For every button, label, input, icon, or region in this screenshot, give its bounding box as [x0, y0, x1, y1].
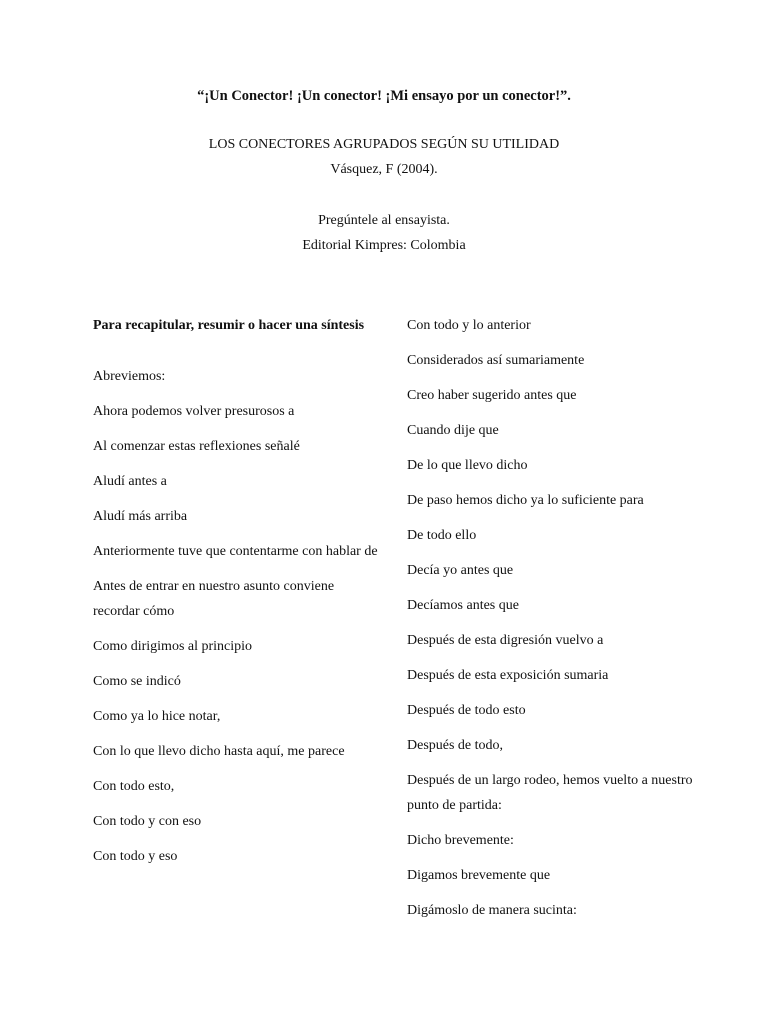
book-title: Pregúntele al ensayista.	[318, 213, 450, 228]
connector-item: Después de esta exposición sumaria	[407, 668, 609, 683]
connector-item: Decía yo antes que	[407, 563, 514, 578]
connector-item: Dicho brevemente:	[407, 833, 514, 848]
connector-item: Antes de entrar en nuestro asunto conviene recordar cómo	[93, 579, 335, 619]
publisher: Editorial Kimpres: Colombia	[302, 238, 466, 253]
connector-item: Después de todo esto	[407, 703, 526, 718]
connector-item: De lo que llevo dicho	[407, 458, 528, 473]
connector-item: Con todo y con eso	[93, 814, 202, 829]
connector-item: Al comenzar estas reflexiones señalé	[93, 439, 300, 454]
connector-item: Cuando dije que	[407, 423, 499, 438]
connector-item: Digamos brevemente que	[407, 868, 551, 883]
connector-item: Creo haber sugerido antes que	[407, 388, 577, 403]
connector-item: Después de un largo rodeo, hemos vuelto a nuestro punto de partida:	[407, 773, 693, 813]
connector-item: Abreviemos:	[93, 369, 166, 384]
connector-list-left	[93, 364, 383, 869]
connector-item: Como ya lo hice notar,	[93, 709, 221, 724]
connector-item: Después de todo,	[407, 738, 504, 753]
document-title: “¡Un Conector! ¡Un conector! ¡Mi ensayo por un conector!”.	[197, 88, 571, 104]
category-heading: Para recapitular, resumir o hacer una síntesis	[93, 318, 365, 333]
connector-list-right	[407, 313, 707, 923]
connector-item: Aludí antes a	[93, 474, 167, 489]
connector-item: Considerados así sumariamente	[407, 353, 585, 368]
connector-item: Con todo y lo anterior	[407, 318, 531, 333]
connector-item: De todo ello	[407, 528, 477, 543]
connector-item: De paso hemos dicho ya lo suficiente para	[407, 493, 644, 508]
connector-item: Con todo y eso	[93, 849, 178, 864]
connector-item: Como se indicó	[93, 674, 181, 689]
connector-item: Digámoslo de manera sucinta:	[407, 903, 577, 918]
connector-item: Aludí más arriba	[93, 509, 188, 524]
right-column	[407, 313, 707, 933]
connector-item: Anteriormente tuve que contentarme con hablar de	[93, 544, 378, 559]
connector-item: Después de esta digresión vuelvo a	[407, 633, 604, 648]
connector-item: Decíamos antes que	[407, 598, 519, 613]
connector-item: Con lo que llevo dicho hasta aquí, me parece	[93, 744, 345, 759]
connector-item: Con todo esto,	[93, 779, 175, 794]
left-column	[93, 313, 383, 879]
connector-item: Ahora podemos volver presurosos a	[93, 404, 295, 419]
section-title: LOS CONECTORES AGRUPADOS SEGÚN SU UTILIDAD	[208, 137, 560, 152]
connector-item: Como dirigimos al principio	[93, 639, 253, 654]
citation: Vásquez, F (2004).	[330, 162, 438, 177]
